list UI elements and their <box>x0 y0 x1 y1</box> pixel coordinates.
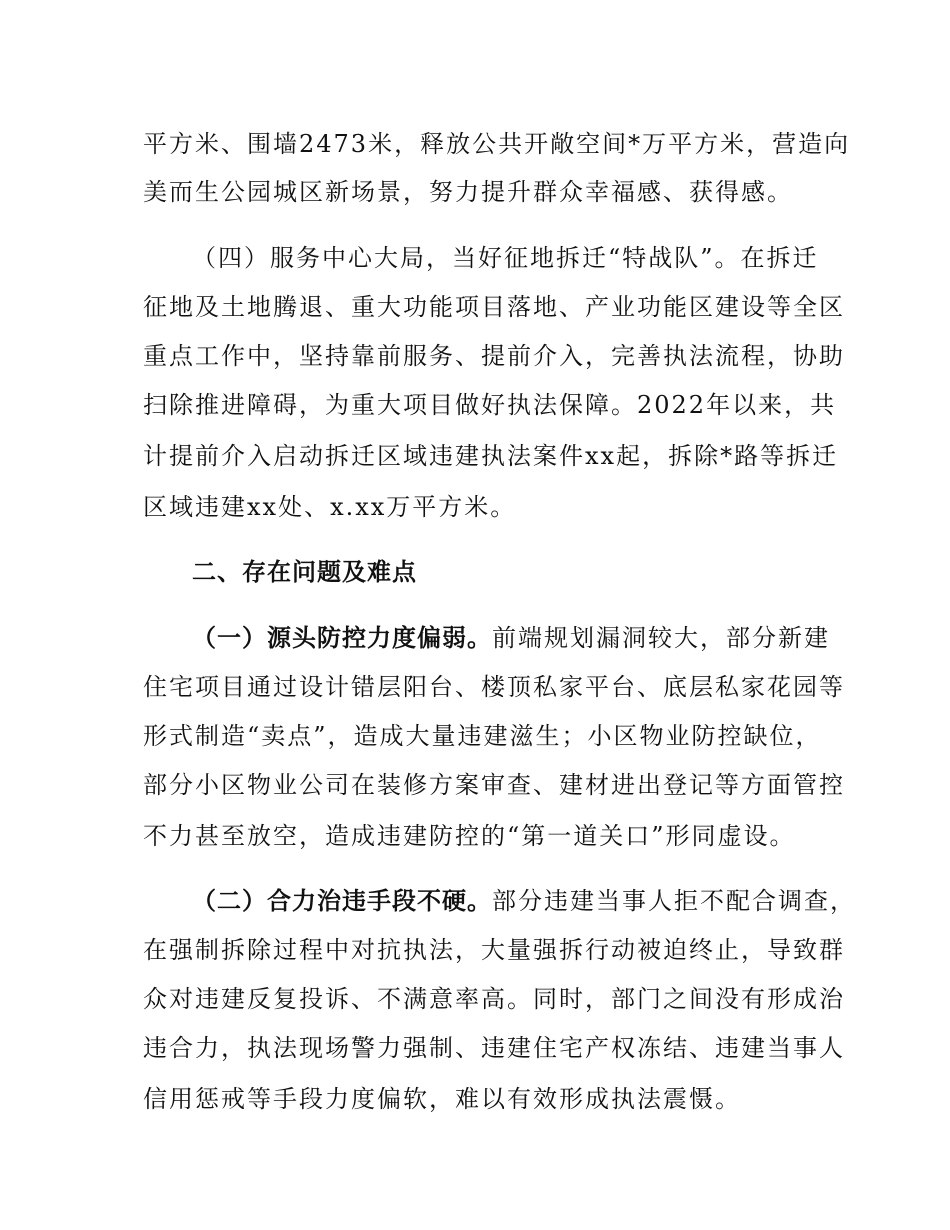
p3-first-rest: 前端规划漏洞较大，部分新建 <box>492 624 830 652</box>
p1-line-2: 美而生公园城区新场景，努力提升群众幸福感、获得感。 <box>143 178 793 206</box>
p3-line-5: 不力甚至放空，造成违建防控的“第一道关口”形同虚设。 <box>143 822 796 850</box>
p2-line-2: 征地及土地腾退、重大功能项目落地、产业功能区建设等全区 <box>143 293 845 321</box>
p4-line-4: 违合力，执法现场警力强制、违建住宅产权冻结、违建当事人 <box>143 1034 845 1062</box>
p2-line-6: 区域违建xx处、x.xx万平方米。 <box>143 493 517 521</box>
p3-line-1 <box>192 622 830 654</box>
p4-line-3: 众对违建反复投诉、不满意率高。同时，部门之间没有形成治 <box>143 985 845 1013</box>
p4-first-rest: 部分违建当事人拒不配合调查， <box>492 887 856 915</box>
p3-line-2: 住宅项目通过设计错层阳台、楼顶私家平台、底层私家花园等 <box>143 673 845 701</box>
p2-line-1: （四）服务中心大局，当好征地拆迁“特战队”。在拆迁 <box>192 244 819 272</box>
p3-line-4: 部分小区物业公司在装修方案审查、建材进出登记等方面管控 <box>143 771 845 799</box>
p1-line-1: 平方米、围墙2473米，释放公共开敞空间*万平方米，营造向 <box>143 130 851 158</box>
p4-line-5: 信用惩戒等手段力度偏软，难以有效形成执法震慑。 <box>143 1085 741 1113</box>
p2-line-5: 计提前介入启动拆迁区域违建执法案件xx起，拆除*路等拆迁 <box>143 442 839 470</box>
p4-bold-lead: （二）合力治违手段不硬。 <box>192 887 492 915</box>
p4-line-1 <box>192 885 856 917</box>
section-heading: 二、存在问题及难点 <box>192 558 417 586</box>
p3-line-3: 形式制造“卖点”，造成大量违建滋生；小区物业防控缺位， <box>143 722 822 750</box>
p2-line-4: 扫除推进障碍，为重大项目做好执法保障。2022年以来，共 <box>143 391 837 419</box>
p3-bold-lead: （一）源头防控力度偏弱。 <box>192 624 492 652</box>
p2-line-3: 重点工作中，坚持靠前服务、提前介入，完善执法流程，协助 <box>143 342 845 370</box>
p4-line-2: 在强制拆除过程中对抗执法，大量强拆行动被迫终止，导致群 <box>143 936 845 964</box>
